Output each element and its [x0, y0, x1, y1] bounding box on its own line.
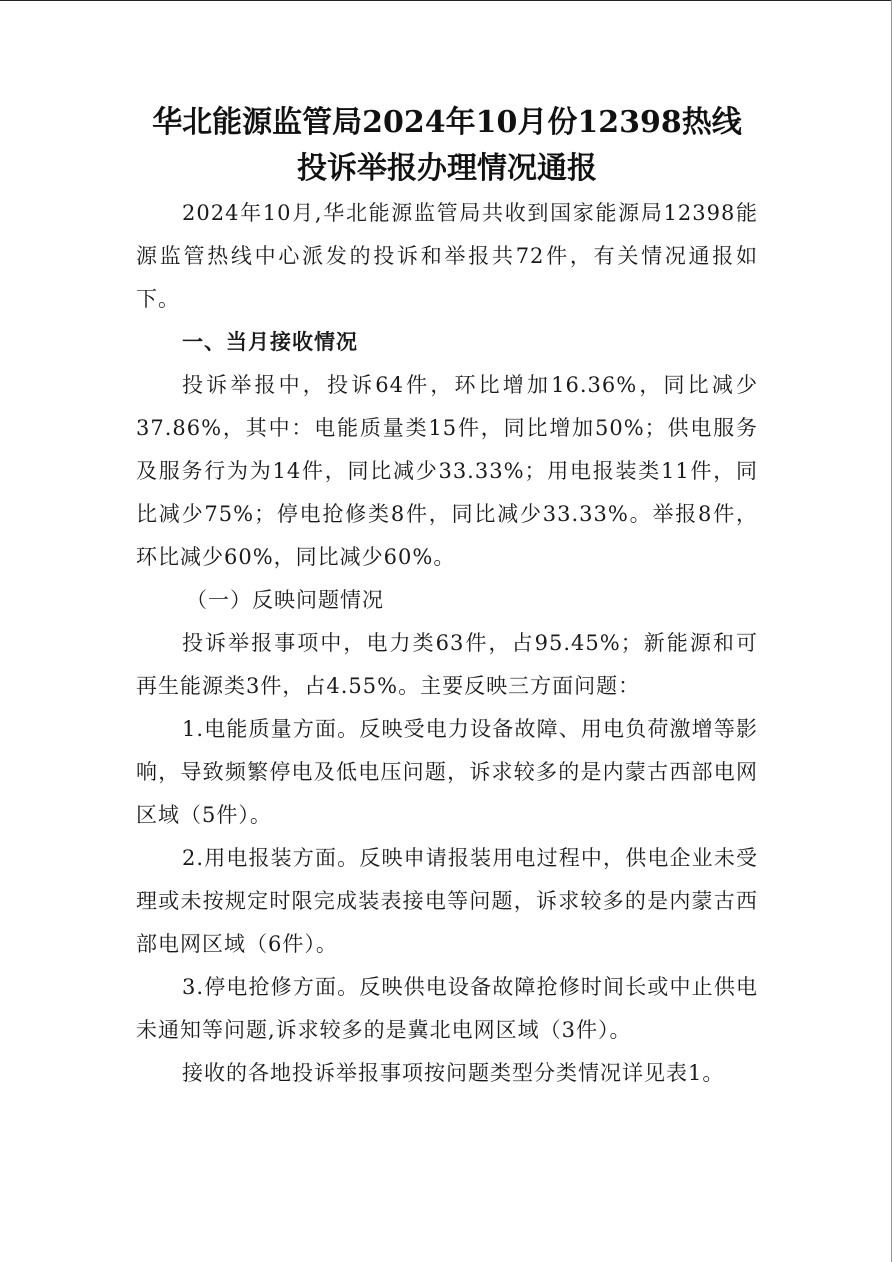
section-heading-monthly-receipt: 一、当月接收情况 — [182, 330, 358, 354]
issue-item-outage-repair: 3.停电抢修方面。反映供电设备故障抢修时间长或中止供电未通知等问题,诉求较多的是冀北电网区域（3件）。 — [136, 975, 758, 1042]
subsection-heading-issues: （一）反映问题情况 — [186, 588, 384, 612]
issue-item-power-quality: 1.电能质量方面。反映受电力设备故障、用电负荷激增等影响，导致频繁停电及低电压问题，诉求较多的是内蒙古西部电网区域（5件）。 — [136, 717, 758, 827]
section1-paragraph: 投诉举报中，投诉64件，环比增加16.36%，同比减少37.86%，其中：电能质量类15件，同比增加50%；供电服务及服务行为为14件，同比减少33.33%；用电报装类11件，同比减少75%；停电抢修类8件，同比减少33.33%。举报8件，环比减少60%，同比减少60%。 — [136, 373, 758, 569]
title-line-2: 投诉举报办理情况通报 — [297, 151, 597, 186]
intro-paragraph: 2024年10月,华北能源监管局共收到国家能源局12398能源监管热线中心派发的投诉和举报共72件，有关情况通报如下。 — [136, 201, 758, 311]
subsection1-paragraph: 投诉举报事项中，电力类63件，占95.45%；新能源和可再生能源类3件，占4.55%。主要反映三方面问题： — [136, 631, 758, 698]
title-line-1: 华北能源监管局2024年10月份12398热线 — [152, 105, 742, 140]
issue-item-installation: 2.用电报装方面。反映申请报装用电过程中，供电企业未受理或未按规定时限完成装表接电等问题，诉求较多的是内蒙古西部电网区域（6件）。 — [136, 846, 758, 956]
document-title — [136, 100, 758, 192]
closing-paragraph: 接收的各地投诉举报事项按问题类型分类情况详见表1。 — [182, 1061, 725, 1085]
document-body — [136, 100, 758, 1095]
page-top-edge — [0, 0, 892, 1]
